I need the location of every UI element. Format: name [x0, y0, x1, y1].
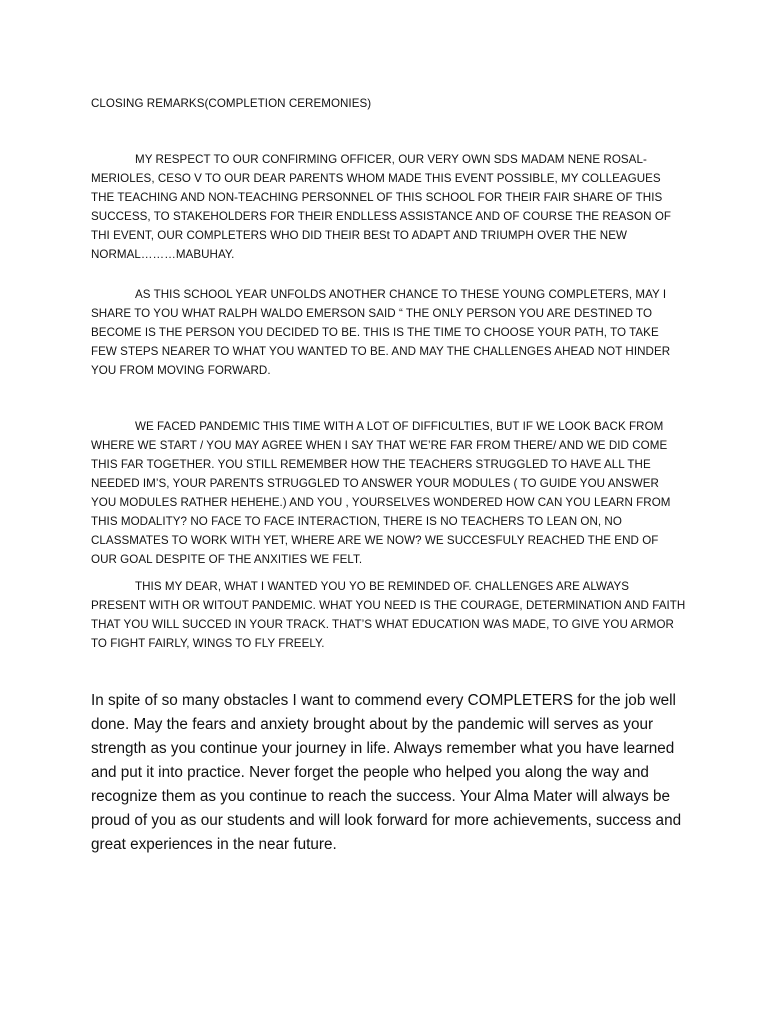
paragraph-pandemic: WE FACED PANDEMIC THIS TIME WITH A LOT OF DIFFICULTIES, BUT IF WE LOOK BACK FROM WHERE WE START / YOU MAY AGREE WHEN I SAY THAT WE’RE FAR FROM THERE/ AND WE DID COME THIS FAR TOGETHER. YOU STILL REMEMBER HOW THE TEACHERS STRUGGLED TO HAVE ALL THE NEEDED IM’S, YOUR PARENTS STRUGGLED TO ANSWER YOUR MODULES ( TO GUIDE YOU ANSWER YOU MODULES RATHER HEHEHE.) AND YOU , YOURSELVES WONDERED HOW CAN YOU LEARN FROM THIS MODALITY? NO FACE TO FACE INTERACTION, THERE IS NO TEACHERS TO LEAN ON, NO CLASSMATES TO WORK WITH YET, WHERE ARE WE NOW? WE SUCCESFULY REACHED THE END OF OUR GOAL DESPITE OF THE ANXITIES WE FELT.	[91, 420, 671, 566]
paragraph-closing: In spite of so many obstacles I want to commend every COMPLETERS for the job well done. May the fears and anxiety brought about by the pandemic will serves as your strength as you continue your journey in life. Always remember what you have learned and put it into practice. Never forget the people who helped you along the way and recognize them as you continue to reach the success. Your Alma Mater will always be proud of you as our students and will look forward for more achievements, success and great experiences in the near future.	[91, 692, 682, 853]
paragraph-emerson-quote: AS THIS SCHOOL YEAR UNFOLDS ANOTHER CHANCE TO THESE YOUNG COMPLETERS, MAY I SHARE TO YOU WHAT RALPH WALDO EMERSON SAID “ THE ONLY PERSON YOU ARE DESTINED TO BECOME IS THE PERSON YOU DECIDED TO BE. THIS IS THE TIME TO CHOOSE YOUR PATH, TO TAKE FEW STEPS NEARER TO WHAT YOU WANTED TO BE. AND MAY THE CHALLENGES AHEAD NOT HINDER YOU FROM MOVING FORWARD.	[91, 288, 671, 377]
paragraph-reminder: THIS MY DEAR, WHAT I WANTED YOU YO BE REMINDED OF. CHALLENGES ARE ALWAYS PRESENT WITH OR WITOUT PANDEMIC. WHAT YOU NEED IS THE COURAGE, DETERMINATION AND FAITH THAT YOU WILL SUCCED IN YOUR TRACK. THAT’S WHAT EDUCATION WAS MADE, TO GIVE YOU ARMOR TO FIGHT FAIRLY, WINGS TO FLY FREELY.	[91, 580, 686, 650]
document-title: CLOSING REMARKS(COMPLETION CEREMONIES)	[91, 97, 372, 110]
paragraph-respect: MY RESPECT TO OUR CONFIRMING OFFICER, OUR VERY OWN SDS MADAM NENE ROSAL-MERIOLES, CESO V TO OUR DEAR PARENTS WHOM MADE THIS EVENT POSSIBLE, MY COLLEAGUES THE TEACHING AND NON-TEACHING PERSONNEL OF THIS SCHOOL FOR THEIR FAIR SHARE OF THIS SUCCESS, TO STAKEHOLDERS FOR THEIR ENDLLESS ASSISTANCE AND OF COURSE THE REASON OF THI EVENT, OUR COMPLETERS WHO DID THEIR BESt TO ADAPT AND TRIUMPH OVER THE NEW NORMAL………MABUHAY.	[91, 153, 672, 261]
